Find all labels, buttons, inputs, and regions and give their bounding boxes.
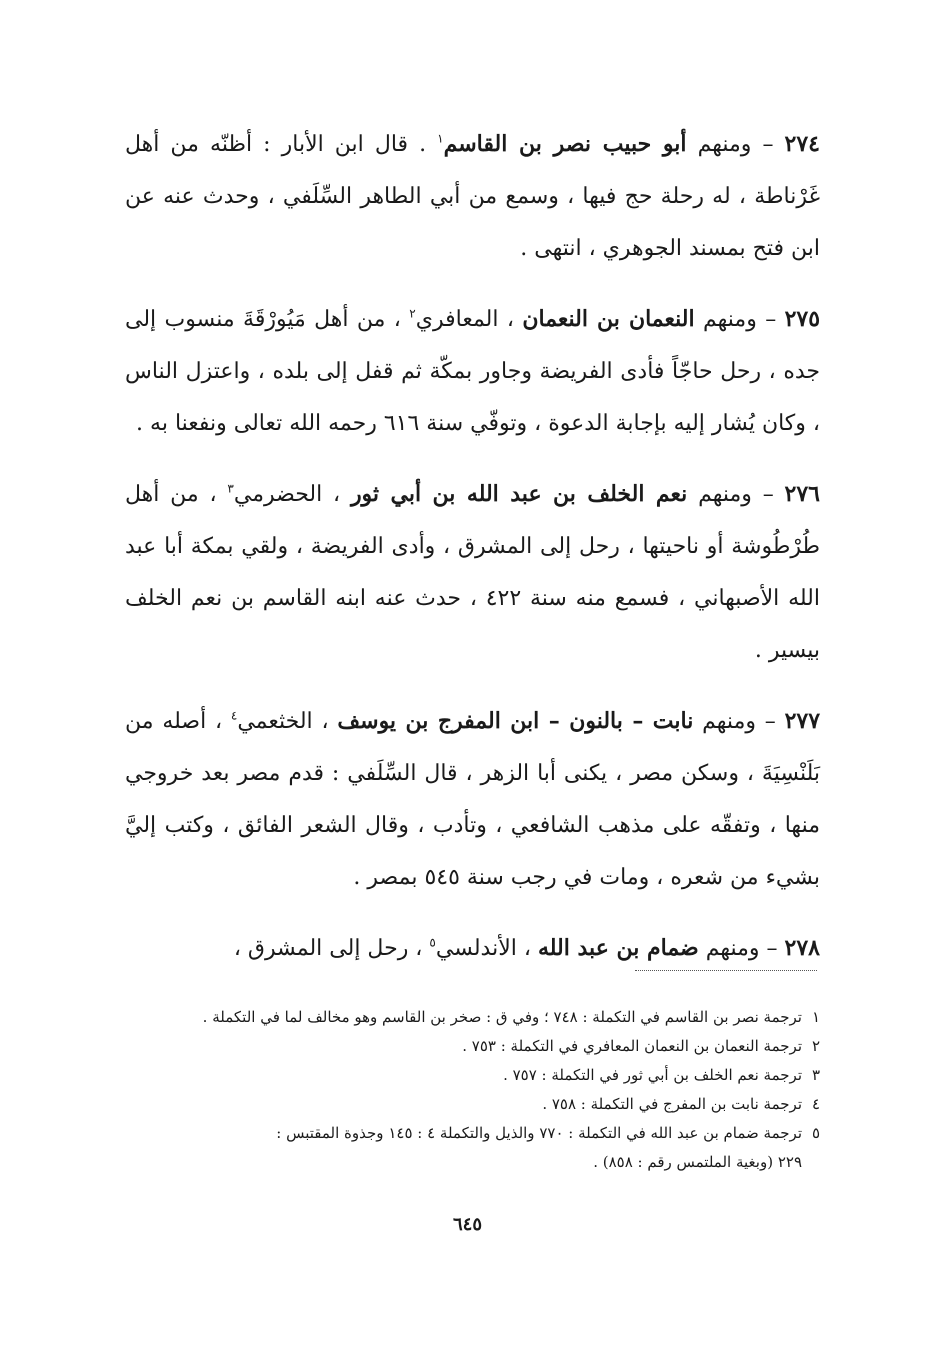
entry-number: ٢٧٦ — [784, 481, 820, 507]
entry-lead: – ومنهم — [686, 132, 785, 157]
footnote-number: ١ — [811, 1008, 820, 1026]
footnote-text: ترجمة نصر بن القاسم في التكملة : ٧٤٨ ؛ وفي ق : صخر بن القاسم وهو مخالف لما في التكملة . — [202, 1008, 802, 1026]
entry-nisba: ، الأندلسي — [435, 936, 538, 961]
entry-body: ، من أهل مَيُورْقَةَ منسوب إلى جده ، رحل حاجّاً فأدى الفريضة وجاور بمكّة ثم قفل إلى بلده ، واعتزل الناس ، وكان يُشار إليه بإجابة الدعوة ، وتوفّي سنة ٦١٦ رحمه الله تعالى ونفعنا به . — [125, 307, 820, 436]
footnote-2 — [130, 1032, 820, 1061]
footnote-ref: ٢ — [409, 306, 416, 321]
entry-body: ، من أهل طُرْطُوشة أو ناحيتها ، رحل إلى المشرق ، وأدى الفريضة ، ولقي بمكة أبا عبد الله الأصبهاني ، فسمع منه سنة ٤٢٢ ، حدث عنه ابنه القاسم بن نعم الخلف بيسير . — [125, 482, 820, 663]
entry-body: ، رحل إلى المشرق ، — [233, 936, 430, 961]
entry-name: النعمان بن النعمان — [522, 306, 695, 332]
entry-name: أبو حبيب نصر بن القاسم — [443, 131, 687, 157]
footnote-5 — [130, 1119, 820, 1148]
footnote-number: ٢ — [811, 1037, 820, 1055]
entry-nisba: ، الخثعمي — [237, 709, 338, 734]
footnote-4 — [130, 1090, 820, 1119]
footnote-text: ترجمة النعمان بن النعمان المعافري في التكملة : ٧٥٣ . — [462, 1037, 802, 1055]
footnote-text: ترجمة ضمام بن عبد الله في التكملة : ٧٧٠ والذيل والتكملة ٤ : ١٤٥ وجذوة المقتبس : — [276, 1124, 802, 1142]
entry-name: نابت – بالنون – ابن المفرج بن يوسف — [337, 708, 694, 734]
entry-lead: – ومنهم — [687, 482, 785, 507]
footnote-number: ٣ — [811, 1066, 820, 1084]
entry-lead: – ومنهم — [698, 936, 785, 961]
entry-275 — [125, 293, 820, 450]
entry-nisba: ، المعافري — [415, 307, 523, 332]
footnotes — [130, 1003, 820, 1177]
entry-number: ٢٧٤ — [784, 131, 820, 157]
footnote-3 — [130, 1061, 820, 1090]
footnote-number: ٤ — [811, 1095, 820, 1113]
entry-name: ضمام بن عبد الله — [537, 935, 699, 961]
footnote-ref: ٥ — [429, 935, 436, 950]
entry-nisba: ، الحضرمي — [233, 482, 351, 507]
footnote-text: ترجمة نابت بن المفرج في التكملة : ٧٥٨ . — [542, 1095, 802, 1113]
footnote-number: ٥ — [811, 1124, 820, 1142]
footnote-ref: ٤ — [230, 708, 238, 723]
entry-274 — [125, 118, 820, 275]
entry-277 — [125, 695, 820, 904]
footnote-text: ٢٢٩ (وبغية الملتمس رقم : ٨٥٨) . — [593, 1153, 802, 1171]
footnote-5-continued — [130, 1148, 820, 1177]
entry-lead: – ومنهم — [693, 709, 785, 734]
entry-body: . قال ابن الأبار : أظنّه من أهل غَرْناطة ، له رحلة حج فيها ، وسمع من أبي الطاهر السِّلَفي ، وحدث عنه عن ابن فتح بمسند الجوهري ، انتهى . — [125, 132, 820, 261]
entry-body: ، أصله من بَلَنْسِيَةَ ، وسكن مصر ، يكنى أبا الزهر ، قال السِّلَفي : قدم مصر بعد خروجي منها ، وتفقّه على مذهب الشافعي ، وتأدب ، وقال الشعر الفائق ، وكتب إليَّ بشيء من شعره ، ومات في رجب سنة ٥٤٥ بمصر . — [125, 709, 820, 890]
entry-276 — [125, 468, 820, 677]
footnote-text: ترجمة نعم الخلف بن أبي ثور في التكملة : ٧٥٧ . — [503, 1066, 802, 1084]
entry-name: نعم الخلف بن عبد الله بن أبي ثور — [350, 481, 688, 507]
entry-number: ٢٧٨ — [784, 935, 820, 961]
main-text — [125, 118, 820, 993]
page-number: ٦٤٥ — [452, 1214, 482, 1235]
footnote-divider — [635, 970, 817, 971]
footnote-ref: ٣ — [227, 481, 234, 496]
entry-number: ٢٧٥ — [784, 306, 821, 332]
entry-278 — [125, 922, 820, 975]
footnote-ref: ١ — [437, 131, 444, 146]
footnote-1 — [130, 1003, 820, 1032]
entry-lead: – ومنهم — [694, 307, 785, 332]
entry-number: ٢٧٧ — [784, 708, 821, 734]
